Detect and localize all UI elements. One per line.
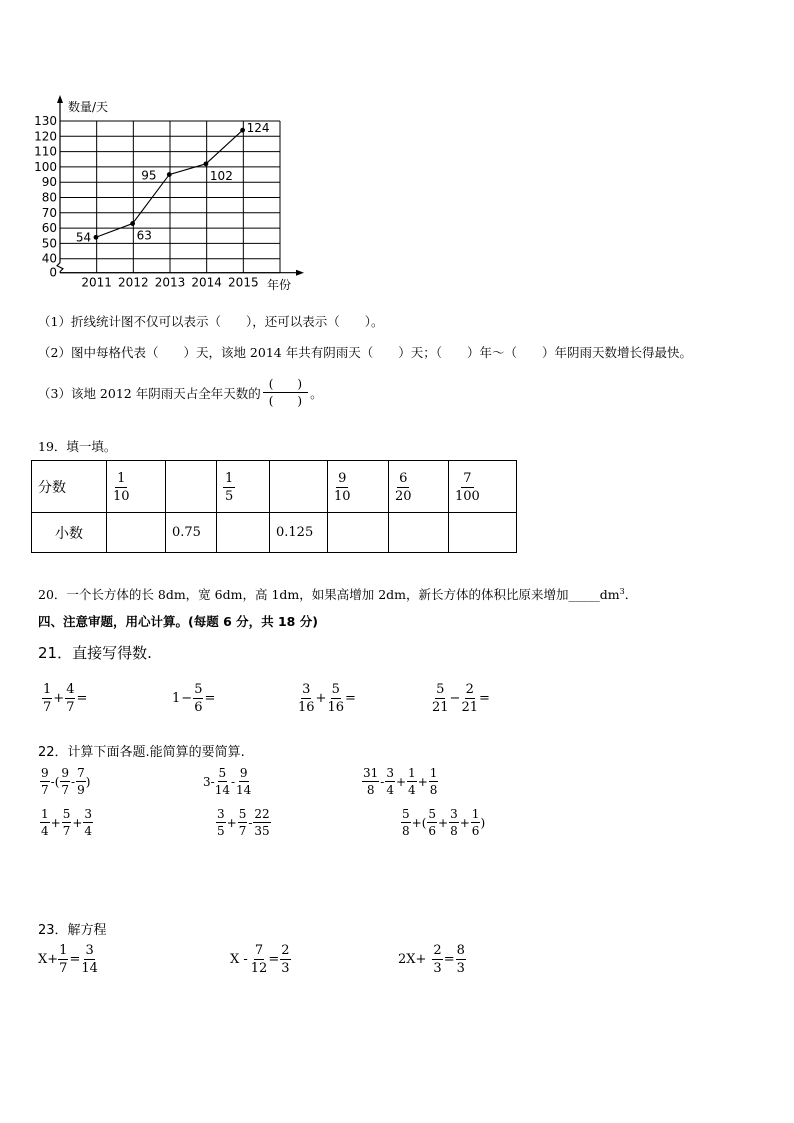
q22-expr-3: $\frac{31}{8}$ - $\frac{3}{4}$ + $\frac{1}{4}$ + $\frac{1}{8}$: [363, 766, 438, 797]
data-point: [167, 172, 172, 177]
y-tick-label: 120: [34, 129, 57, 144]
y-tick-label: 90: [41, 175, 57, 190]
row-label-fraction: 分数: [32, 461, 107, 513]
q21-expr-1: $\frac{1}{7}$ + $\frac{4}{7}$ =: [43, 682, 88, 715]
q18-part3-text: （3）该地 2012 年阴雨天占全年天数的: [38, 385, 261, 401]
fraction-cell: $\frac{1}{10}$: [107, 461, 166, 513]
q18-part1: （1）折线统计图不仅可以表示（ ），还可以表示（ ）。: [38, 314, 384, 329]
decimal-cell: 0.125: [270, 513, 328, 553]
x-tick-labels: [81, 276, 258, 290]
q18-part3: [38, 378, 323, 407]
y-tick-label: 100: [34, 159, 57, 174]
x-tick-label: 2013: [154, 275, 186, 290]
q21-expr-3: $\frac{3}{16}$ + $\frac{5}{16}$ =: [298, 682, 356, 715]
fraction-cell-empty: [270, 461, 328, 513]
y-axis-label: 数量/天: [68, 100, 109, 114]
q18-part3-end: 。: [310, 385, 323, 401]
y-tick-labels: [34, 114, 57, 280]
decimal-cell: [449, 513, 517, 553]
decimal-cell: [217, 513, 270, 553]
q22-expr-1: $\frac{9}{7}$ -( $\frac{9}{7}$ - $\frac{7}{9}$ ): [41, 766, 91, 797]
x-axis-arrow: [296, 270, 304, 276]
x-axis-label: 年份: [267, 278, 292, 292]
q22-expr-2: 3- $\frac{5}{14}$ - $\frac{9}{14}$: [203, 766, 252, 797]
y-tick-label: 130: [34, 114, 57, 128]
x-tick-label: 2014: [191, 275, 222, 290]
fraction-cell: $\frac{7}{100}$: [449, 461, 517, 513]
q23-equation-1: X+ $\frac{1}{7}$ = $\frac{3}{14}$: [38, 943, 98, 976]
data-label: 102: [209, 168, 233, 183]
fraction-row: [32, 461, 517, 513]
decimal-cell: [389, 513, 449, 553]
decimal-row: [32, 513, 517, 553]
q22-expr-4: $\frac{1}{4}$ + $\frac{5}{7}$ + $\frac{3}{4}$: [41, 807, 93, 838]
line-chart: [30, 92, 320, 298]
y-tick-label: 60: [41, 221, 57, 236]
q22-expr-6: $\frac{5}{8}$ +( $\frac{5}{6}$ + $\frac{3}{8}$ + $\frac{1}{6}$ ): [402, 807, 486, 838]
data-point: [130, 221, 135, 226]
y-tick-label: 40: [41, 251, 57, 266]
q22-expr-5: $\frac{3}{5}$ + $\frac{5}{7}$ - $\frac{22}{35}$: [217, 807, 270, 838]
q20-text: 20．一个长方体的长 8dm，宽 6dm，高 1dm，如果高增加 2dm，新长方体的体积比原来增加$\_\_\_\_\_dm^3$．: [38, 586, 638, 602]
y-tick-label: 80: [41, 190, 57, 205]
q21-expr-4: $\frac{5}{21}$ − $\frac{2}{21}$ =: [432, 682, 490, 715]
y-axis-arrow: [57, 95, 63, 103]
axis-break: [57, 263, 63, 272]
q19-table: [31, 460, 517, 553]
data-label: 54: [75, 230, 92, 245]
fraction-cell: $\frac{6}{20}$: [389, 461, 449, 513]
section-4-heading: 四、注意审题，用心计算。(每题 6 分，共 18 分): [38, 614, 318, 629]
q18-part3-fraction: [263, 378, 308, 407]
x-tick-label: 2012: [118, 275, 149, 290]
q23-title: 23．解方程: [38, 923, 107, 938]
row-label-decimal: 小数: [32, 513, 107, 553]
q21-expr-2: 1 − $\frac{5}{6}$ =: [172, 682, 216, 715]
y-tick-label: 50: [41, 236, 57, 251]
q18-numerator-blank: ( ): [263, 378, 308, 393]
q20-blank: _____: [568, 587, 600, 602]
q19-title: 19．填一填。: [38, 439, 117, 454]
decimal-cell: 0.75: [166, 513, 217, 553]
chart-series: [76, 121, 270, 244]
decimal-cell: [107, 513, 166, 553]
y-tick-label: 110: [34, 144, 57, 159]
data-point: [204, 161, 209, 166]
q18-part2: （2）图中每格代表（ ）天，该地 2014 年共有阴雨天（ ）天；（ ）年～（ ）年阴雨天数增长得最快。: [38, 345, 692, 360]
decimal-cell: [328, 513, 389, 553]
data-point: [240, 128, 245, 133]
q23-equation-3: 2X+ $\frac{2}{3}$ = $\frac{8}{3}$: [398, 943, 465, 976]
x-tick-label: 2015: [228, 275, 259, 290]
q23-equation-2: X - $\frac{7}{12}$ = $\frac{2}{3}$: [230, 943, 290, 976]
data-label: 63: [136, 228, 152, 243]
data-point: [94, 235, 99, 240]
fraction-cell: $\frac{1}{5}$: [217, 461, 270, 513]
x-tick-label: 2011: [81, 275, 112, 290]
data-label: 95: [141, 168, 157, 183]
data-label: 124: [246, 121, 270, 136]
chart-grid: [60, 121, 280, 273]
y-tick-label: 0: [49, 265, 57, 280]
y-tick-label: 70: [41, 205, 57, 220]
q22-title: 22．计算下面各题.能简算的要简算.: [38, 745, 245, 760]
fraction-cell-empty: [166, 461, 217, 513]
series-line: [96, 130, 243, 237]
q21-title: 21．直接写得数.: [38, 644, 152, 662]
q18-denominator-blank: ( ): [268, 394, 303, 408]
fraction-cell: $\frac{9}{10}$: [328, 461, 389, 513]
